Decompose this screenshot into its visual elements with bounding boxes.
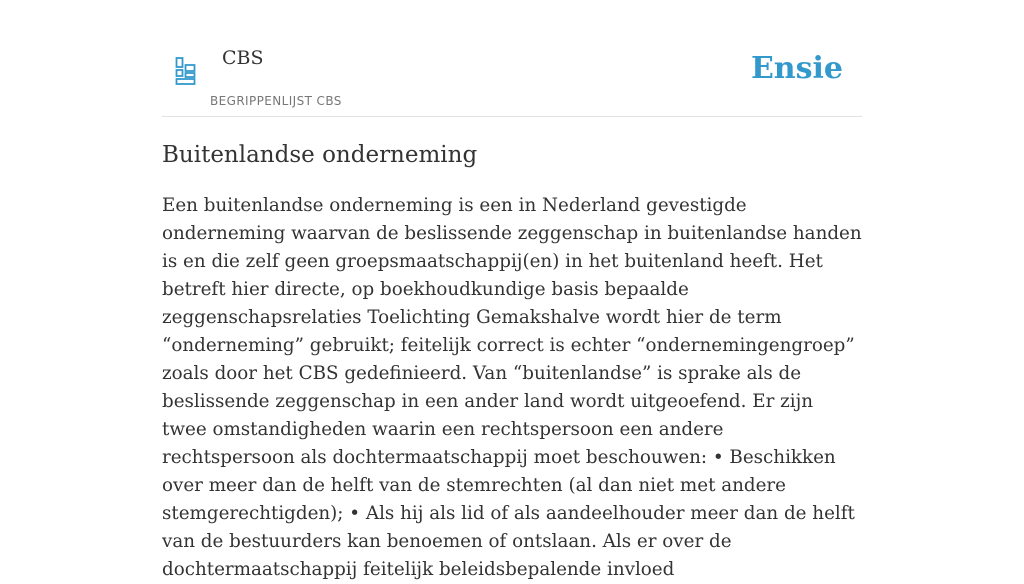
page-title: Buitenlandse onderneming (162, 142, 478, 168)
subtitle[interactable]: BEGRIPPENLIJST CBS (210, 94, 342, 108)
brand-name[interactable]: CBS (222, 47, 264, 69)
cbs-logo-icon[interactable] (175, 56, 197, 86)
article-body: Een buitenlandse onderneming is een in Nederland gevestigde onderneming waarvan de beslissende zeggenschap in buitenlandse handen is en die zelf geen groepsmaatschappij(en) in het buitenland heeft. Het betreft hier directe, op boekhoudkundige basis bepaalde zeggenschapsrelaties Toelichting Gemakshalve wordt hier de term “onderneming” gebruikt; feitelijk correct is echter “ondernemingengroep” zoals door het CBS gedefinieerd. Van “buitenlandse” is sprake als de beslissende zeggenschap in een ander land wordt uitgeoefend. Er zijn twee omstandigheden waarin een rechtspersoon een andere rechtspersoon als dochtermaatschappij moet beschouwen: • Beschikken over meer dan de helft van de stemrechten (al dan niet met andere stemgerechtigden); • Als hij als lid of als aandeelhouder meer dan de helft van de bestuurders kan benoemen of ontslaan. Als er over de dochtermaatschappij feitelijk beleidsbepalende invloed (162, 195, 862, 580)
header (162, 0, 862, 117)
ensie-logo[interactable]: Ensie (750, 51, 843, 86)
